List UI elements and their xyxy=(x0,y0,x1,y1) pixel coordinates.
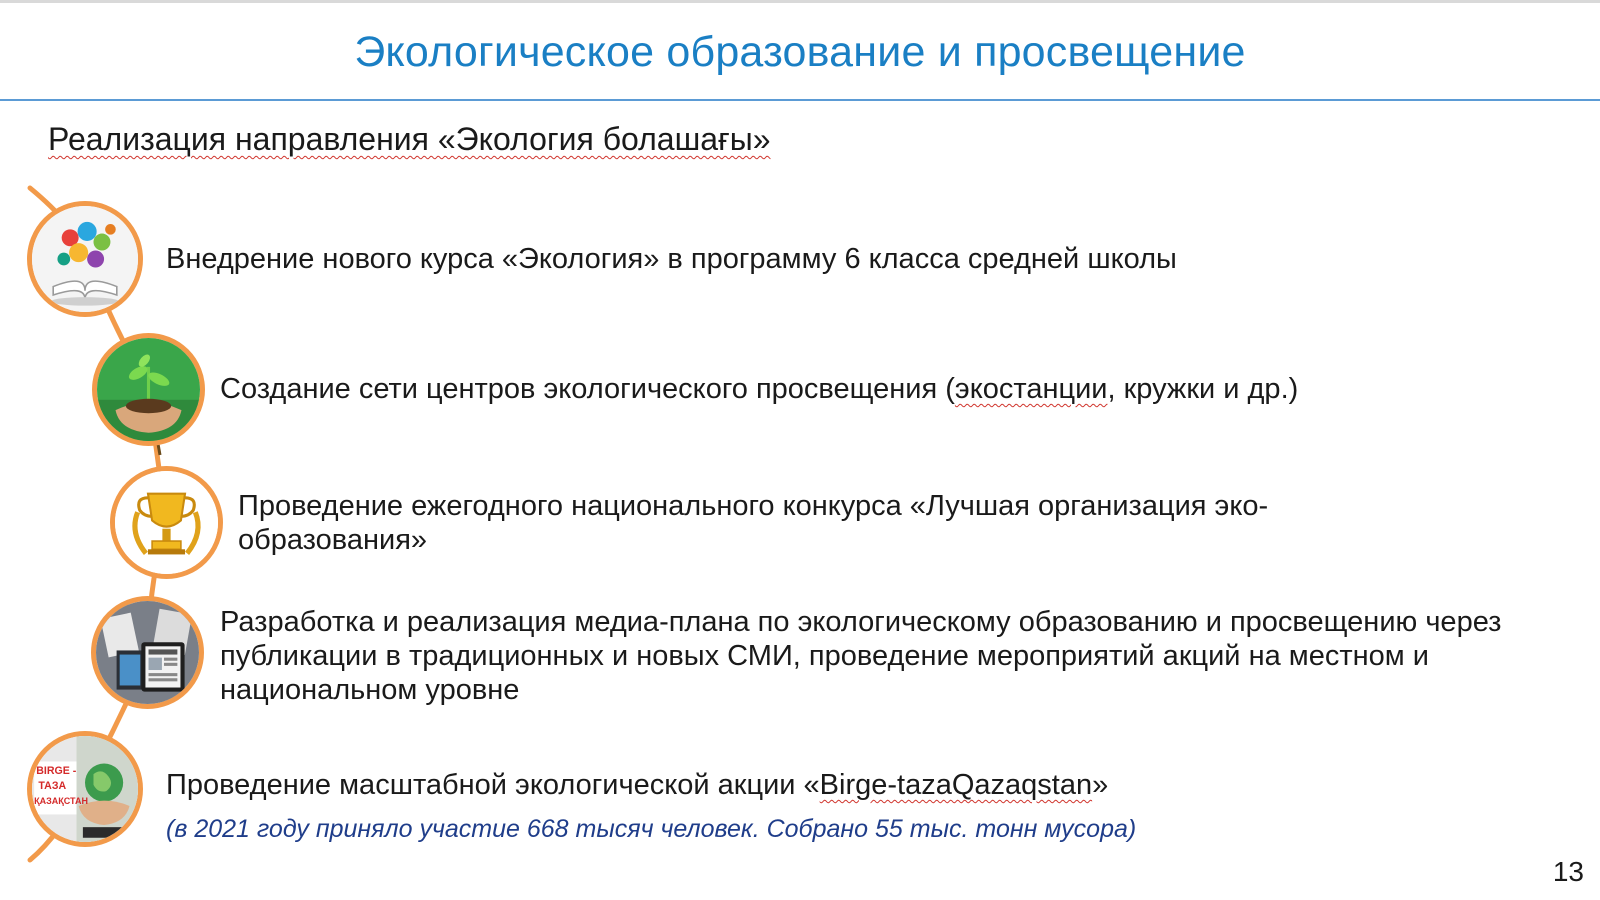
item-4-text xyxy=(220,605,1520,707)
item-4-label: Разработка и реализация медиа-плана по экологическому образованию и просвещению через публикации в традиционных и новых СМИ, проведение мероприятий акций на местном и национальном уровне xyxy=(220,606,1502,706)
subtitle-text: Реализация направления «Экология болашағы» xyxy=(48,121,771,157)
trophy-icon xyxy=(110,466,223,579)
item-2-label-marked: экостанции xyxy=(954,373,1108,405)
svg-text:BIRGE -: BIRGE - xyxy=(36,765,77,778)
plant-in-hands-icon xyxy=(92,333,205,446)
newspaper-icon xyxy=(91,596,204,709)
item-5-label-marked: Birge-tazaQazaqstan xyxy=(819,769,1093,801)
item-5-text xyxy=(166,768,1556,802)
item-2-label-start: Создание сети центров экологического просвещения ( xyxy=(220,373,955,405)
svg-text:ТАЗА: ТАЗА xyxy=(38,780,67,792)
item-2-label-end: , кружки и др.) xyxy=(1107,373,1299,405)
item-1-text xyxy=(166,242,1556,276)
item-2-text xyxy=(220,372,1560,406)
item-3-label: Проведение ежегодного национального конкурса «Лучшая организация эко-образования» xyxy=(238,490,1269,556)
book-icon xyxy=(27,201,143,317)
item-1-label: Внедрение нового курса «Экология» в программу 6 класса средней школы xyxy=(166,243,1177,275)
item-5-label-end: » xyxy=(1092,769,1109,801)
item-5-label-start: Проведение масштабной экологической акции « xyxy=(166,769,820,801)
item-5-note: (в 2021 году приняло участие 668 тысяч человек. Собрано 55 тыс. тонн мусора) xyxy=(166,815,1137,843)
slide-title: Экологическое образование и просвещение xyxy=(354,28,1246,76)
item-3-text xyxy=(238,489,1358,557)
page-number: 13 xyxy=(1552,856,1584,887)
svg-text:ҚАЗАҚСТАН: ҚАЗАҚСТАН xyxy=(34,795,88,806)
globe-in-hands-icon xyxy=(27,731,143,847)
